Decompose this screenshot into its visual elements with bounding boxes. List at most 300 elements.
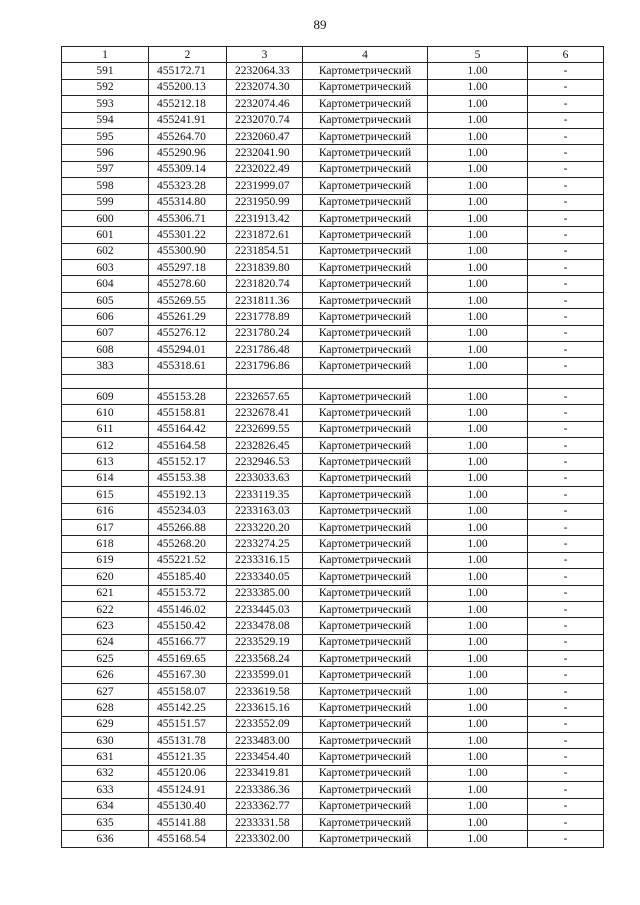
table-row xyxy=(62,128,604,144)
point-number-cell: 606 xyxy=(62,309,149,325)
point-number-cell: 620 xyxy=(62,569,149,585)
method-cell: Картометрический xyxy=(303,601,428,617)
accuracy-cell: 1.00 xyxy=(428,194,528,210)
x-coordinate-cell: 455141.88 xyxy=(149,814,227,830)
x-coordinate-cell: 455318.61 xyxy=(149,358,227,374)
table-row xyxy=(62,342,604,358)
y-coordinate-cell: 2233615.16 xyxy=(227,700,303,716)
page-number: 89 xyxy=(313,17,327,32)
point-number-cell: 625 xyxy=(62,651,149,667)
y-coordinate-cell: 2231950.99 xyxy=(227,194,303,210)
y-coordinate-cell: 2231872.61 xyxy=(227,227,303,243)
table-row xyxy=(62,765,604,781)
x-coordinate-cell: 455158.81 xyxy=(149,405,227,421)
note-cell: - xyxy=(528,194,604,210)
point-number-cell: 605 xyxy=(62,292,149,308)
table-row xyxy=(62,260,604,276)
note-cell: - xyxy=(528,618,604,634)
x-coordinate-cell: 455146.02 xyxy=(149,601,227,617)
x-coordinate-cell: 455200.13 xyxy=(149,79,227,95)
table-row xyxy=(62,749,604,765)
x-coordinate-cell: 455158.07 xyxy=(149,683,227,699)
accuracy-cell: 1.00 xyxy=(428,765,528,781)
x-coordinate-cell: 455153.28 xyxy=(149,388,227,404)
y-coordinate-cell: 2232699.55 xyxy=(227,421,303,437)
y-coordinate-cell: 2232070.74 xyxy=(227,112,303,128)
point-number-cell: 635 xyxy=(62,814,149,830)
y-coordinate-cell: 2232041.90 xyxy=(227,145,303,161)
y-coordinate-cell: 2233362.77 xyxy=(227,798,303,814)
point-number-cell: 592 xyxy=(62,79,149,95)
point-number-cell: 598 xyxy=(62,178,149,194)
table-row xyxy=(62,814,604,830)
accuracy-cell: 1.00 xyxy=(428,651,528,667)
y-coordinate-cell: 2231913.42 xyxy=(227,210,303,226)
accuracy-cell: 1.00 xyxy=(428,519,528,535)
method-cell: Картометрический xyxy=(303,96,428,112)
x-coordinate-cell: 455314.80 xyxy=(149,194,227,210)
point-number-cell: 616 xyxy=(62,503,149,519)
accuracy-cell: 1.00 xyxy=(428,831,528,847)
table-row xyxy=(62,210,604,226)
method-cell: Картометрический xyxy=(303,309,428,325)
y-coordinate-cell: 2233454.40 xyxy=(227,749,303,765)
point-number-cell: 618 xyxy=(62,536,149,552)
y-coordinate-cell: 2233619.58 xyxy=(227,683,303,699)
y-coordinate-cell: 2233340.05 xyxy=(227,569,303,585)
x-coordinate-cell: 455306.71 xyxy=(149,210,227,226)
method-cell: Картометрический xyxy=(303,292,428,308)
method-cell: Картометрический xyxy=(303,667,428,683)
x-coordinate-cell: 455124.91 xyxy=(149,782,227,798)
y-coordinate-cell: 2231778.89 xyxy=(227,309,303,325)
table-row xyxy=(62,503,604,519)
accuracy-cell: 1.00 xyxy=(428,683,528,699)
method-cell: Картометрический xyxy=(303,519,428,535)
y-coordinate-cell: 2231854.51 xyxy=(227,243,303,259)
accuracy-cell: 1.00 xyxy=(428,161,528,177)
table-row xyxy=(62,519,604,535)
table-row xyxy=(62,651,604,667)
point-number-cell: 614 xyxy=(62,470,149,486)
method-cell: Картометрический xyxy=(303,260,428,276)
coordinates-table-container xyxy=(61,46,603,848)
note-cell: - xyxy=(528,519,604,535)
y-coordinate-cell: 2233483.00 xyxy=(227,733,303,749)
point-number-cell: 622 xyxy=(62,601,149,617)
method-cell: Картометрический xyxy=(303,634,428,650)
method-cell: Картометрический xyxy=(303,536,428,552)
table-row xyxy=(62,178,604,194)
note-cell: - xyxy=(528,634,604,650)
accuracy-cell: 1.00 xyxy=(428,178,528,194)
accuracy-cell: 1.00 xyxy=(428,342,528,358)
table-row xyxy=(62,309,604,325)
note-cell: - xyxy=(528,683,604,699)
point-number-cell: 623 xyxy=(62,618,149,634)
empty-cell xyxy=(62,374,149,388)
note-cell: - xyxy=(528,243,604,259)
table-row xyxy=(62,831,604,847)
point-number-cell: 604 xyxy=(62,276,149,292)
point-number-cell: 613 xyxy=(62,454,149,470)
accuracy-cell: 1.00 xyxy=(428,276,528,292)
accuracy-cell: 1.00 xyxy=(428,128,528,144)
x-coordinate-cell: 455142.25 xyxy=(149,700,227,716)
note-cell: - xyxy=(528,798,604,814)
method-cell: Картометрический xyxy=(303,358,428,374)
point-number-cell: 631 xyxy=(62,749,149,765)
y-coordinate-cell: 2233119.35 xyxy=(227,487,303,503)
accuracy-cell: 1.00 xyxy=(428,536,528,552)
y-coordinate-cell: 2233385.00 xyxy=(227,585,303,601)
header-cell-1: 1 xyxy=(62,47,149,63)
point-number-cell: 617 xyxy=(62,519,149,535)
x-coordinate-cell: 455309.14 xyxy=(149,161,227,177)
header-cell-2: 2 xyxy=(149,47,227,63)
method-cell: Картометрический xyxy=(303,798,428,814)
x-coordinate-cell: 455261.29 xyxy=(149,309,227,325)
accuracy-cell: 1.00 xyxy=(428,814,528,830)
y-coordinate-cell: 2233033.63 xyxy=(227,470,303,486)
note-cell: - xyxy=(528,437,604,453)
x-coordinate-cell: 455169.65 xyxy=(149,651,227,667)
method-cell: Картометрический xyxy=(303,470,428,486)
x-coordinate-cell: 455153.38 xyxy=(149,470,227,486)
note-cell: - xyxy=(528,765,604,781)
table-row xyxy=(62,487,604,503)
table-row xyxy=(62,700,604,716)
x-coordinate-cell: 455278.60 xyxy=(149,276,227,292)
x-coordinate-cell: 455185.40 xyxy=(149,569,227,585)
accuracy-cell: 1.00 xyxy=(428,487,528,503)
point-number-cell: 600 xyxy=(62,210,149,226)
y-coordinate-cell: 2231796.86 xyxy=(227,358,303,374)
coordinates-table xyxy=(61,46,604,848)
point-number-cell: 630 xyxy=(62,733,149,749)
note-cell: - xyxy=(528,552,604,568)
x-coordinate-cell: 455130.40 xyxy=(149,798,227,814)
method-cell: Картометрический xyxy=(303,178,428,194)
accuracy-cell: 1.00 xyxy=(428,79,528,95)
x-coordinate-cell: 455276.12 xyxy=(149,325,227,341)
table-row xyxy=(62,161,604,177)
y-coordinate-cell: 2233529.19 xyxy=(227,634,303,650)
note-cell: - xyxy=(528,79,604,95)
method-cell: Картометрический xyxy=(303,733,428,749)
table-row xyxy=(62,358,604,374)
x-coordinate-cell: 455301.22 xyxy=(149,227,227,243)
method-cell: Картометрический xyxy=(303,454,428,470)
accuracy-cell: 1.00 xyxy=(428,716,528,732)
table-row xyxy=(62,243,604,259)
note-cell: - xyxy=(528,421,604,437)
method-cell: Картометрический xyxy=(303,585,428,601)
method-cell: Картометрический xyxy=(303,325,428,341)
table-row xyxy=(62,798,604,814)
y-coordinate-cell: 2233163.03 xyxy=(227,503,303,519)
y-coordinate-cell: 2232946.53 xyxy=(227,454,303,470)
note-cell: - xyxy=(528,749,604,765)
x-coordinate-cell: 455269.55 xyxy=(149,292,227,308)
table-header-row xyxy=(62,47,604,63)
point-number-cell: 595 xyxy=(62,128,149,144)
point-number-cell: 632 xyxy=(62,765,149,781)
empty-cell xyxy=(428,374,528,388)
accuracy-cell: 1.00 xyxy=(428,405,528,421)
x-coordinate-cell: 455221.52 xyxy=(149,552,227,568)
point-number-cell: 383 xyxy=(62,358,149,374)
empty-cell xyxy=(227,374,303,388)
y-coordinate-cell: 2233599.01 xyxy=(227,667,303,683)
accuracy-cell: 1.00 xyxy=(428,782,528,798)
y-coordinate-cell: 2232074.30 xyxy=(227,79,303,95)
accuracy-cell: 1.00 xyxy=(428,210,528,226)
note-cell: - xyxy=(528,276,604,292)
accuracy-cell: 1.00 xyxy=(428,309,528,325)
accuracy-cell: 1.00 xyxy=(428,260,528,276)
table-row xyxy=(62,716,604,732)
method-cell: Картометрический xyxy=(303,63,428,79)
point-number-cell: 601 xyxy=(62,227,149,243)
note-cell: - xyxy=(528,309,604,325)
note-cell: - xyxy=(528,487,604,503)
point-number-cell: 615 xyxy=(62,487,149,503)
note-cell: - xyxy=(528,831,604,847)
accuracy-cell: 1.00 xyxy=(428,569,528,585)
table-row xyxy=(62,634,604,650)
table-row xyxy=(62,96,604,112)
method-cell: Картометрический xyxy=(303,342,428,358)
y-coordinate-cell: 2232060.47 xyxy=(227,128,303,144)
x-coordinate-cell: 455121.35 xyxy=(149,749,227,765)
accuracy-cell: 1.00 xyxy=(428,552,528,568)
point-number-cell: 608 xyxy=(62,342,149,358)
note-cell: - xyxy=(528,161,604,177)
x-coordinate-cell: 455150.42 xyxy=(149,618,227,634)
table-row xyxy=(62,552,604,568)
note-cell: - xyxy=(528,128,604,144)
table-row xyxy=(62,227,604,243)
note-cell: - xyxy=(528,667,604,683)
note-cell: - xyxy=(528,63,604,79)
table-row xyxy=(62,536,604,552)
note-cell: - xyxy=(528,536,604,552)
table-row xyxy=(62,405,604,421)
accuracy-cell: 1.00 xyxy=(428,325,528,341)
note-cell: - xyxy=(528,210,604,226)
method-cell: Картометрический xyxy=(303,437,428,453)
accuracy-cell: 1.00 xyxy=(428,601,528,617)
method-cell: Картометрический xyxy=(303,683,428,699)
accuracy-cell: 1.00 xyxy=(428,96,528,112)
x-coordinate-cell: 455268.20 xyxy=(149,536,227,552)
y-coordinate-cell: 2231811.36 xyxy=(227,292,303,308)
method-cell: Картометрический xyxy=(303,112,428,128)
accuracy-cell: 1.00 xyxy=(428,798,528,814)
table-row xyxy=(62,112,604,128)
table-row xyxy=(62,454,604,470)
table-row xyxy=(62,145,604,161)
method-cell: Картометрический xyxy=(303,700,428,716)
point-number-cell: 591 xyxy=(62,63,149,79)
note-cell: - xyxy=(528,814,604,830)
method-cell: Картометрический xyxy=(303,210,428,226)
note-cell: - xyxy=(528,178,604,194)
note-cell: - xyxy=(528,716,604,732)
x-coordinate-cell: 455234.03 xyxy=(149,503,227,519)
y-coordinate-cell: 2231786.48 xyxy=(227,342,303,358)
table-row xyxy=(62,437,604,453)
note-cell: - xyxy=(528,292,604,308)
y-coordinate-cell: 2233220.20 xyxy=(227,519,303,535)
header-cell-3: 3 xyxy=(227,47,303,63)
point-number-cell: 594 xyxy=(62,112,149,128)
note-cell: - xyxy=(528,342,604,358)
note-cell: - xyxy=(528,405,604,421)
table-row xyxy=(62,618,604,634)
note-cell: - xyxy=(528,145,604,161)
point-number-cell: 629 xyxy=(62,716,149,732)
point-number-cell: 619 xyxy=(62,552,149,568)
table-row xyxy=(62,276,604,292)
x-coordinate-cell: 455172.71 xyxy=(149,63,227,79)
empty-cell xyxy=(149,374,227,388)
y-coordinate-cell: 2232826.45 xyxy=(227,437,303,453)
table-row xyxy=(62,292,604,308)
y-coordinate-cell: 2232022.49 xyxy=(227,161,303,177)
y-coordinate-cell: 2231999.07 xyxy=(227,178,303,194)
point-number-cell: 634 xyxy=(62,798,149,814)
y-coordinate-cell: 2231780.24 xyxy=(227,325,303,341)
note-cell: - xyxy=(528,388,604,404)
method-cell: Картометрический xyxy=(303,161,428,177)
table-row xyxy=(62,63,604,79)
note-cell: - xyxy=(528,227,604,243)
point-number-cell: 597 xyxy=(62,161,149,177)
accuracy-cell: 1.00 xyxy=(428,454,528,470)
table-row xyxy=(62,388,604,404)
y-coordinate-cell: 2232657.65 xyxy=(227,388,303,404)
note-cell: - xyxy=(528,325,604,341)
accuracy-cell: 1.00 xyxy=(428,437,528,453)
y-coordinate-cell: 2233568.24 xyxy=(227,651,303,667)
table-row xyxy=(62,782,604,798)
accuracy-cell: 1.00 xyxy=(428,292,528,308)
note-cell: - xyxy=(528,112,604,128)
x-coordinate-cell: 455290.96 xyxy=(149,145,227,161)
point-number-cell: 627 xyxy=(62,683,149,699)
note-cell: - xyxy=(528,358,604,374)
point-number-cell: 596 xyxy=(62,145,149,161)
method-cell: Картометрический xyxy=(303,405,428,421)
empty-cell xyxy=(528,374,604,388)
method-cell: Картометрический xyxy=(303,276,428,292)
method-cell: Картометрический xyxy=(303,227,428,243)
table-row xyxy=(62,421,604,437)
x-coordinate-cell: 455266.88 xyxy=(149,519,227,535)
note-cell: - xyxy=(528,782,604,798)
point-number-cell: 611 xyxy=(62,421,149,437)
x-coordinate-cell: 455168.54 xyxy=(149,831,227,847)
y-coordinate-cell: 2233274.25 xyxy=(227,536,303,552)
note-cell: - xyxy=(528,569,604,585)
point-number-cell: 602 xyxy=(62,243,149,259)
x-coordinate-cell: 455241.91 xyxy=(149,112,227,128)
method-cell: Картометрический xyxy=(303,782,428,798)
accuracy-cell: 1.00 xyxy=(428,145,528,161)
y-coordinate-cell: 2231820.74 xyxy=(227,276,303,292)
note-cell: - xyxy=(528,260,604,276)
accuracy-cell: 1.00 xyxy=(428,585,528,601)
y-coordinate-cell: 2232074.46 xyxy=(227,96,303,112)
x-coordinate-cell: 455297.18 xyxy=(149,260,227,276)
note-cell: - xyxy=(528,700,604,716)
note-cell: - xyxy=(528,601,604,617)
x-coordinate-cell: 455212.18 xyxy=(149,96,227,112)
note-cell: - xyxy=(528,733,604,749)
x-coordinate-cell: 455120.06 xyxy=(149,765,227,781)
accuracy-cell: 1.00 xyxy=(428,503,528,519)
y-coordinate-cell: 2233331.58 xyxy=(227,814,303,830)
note-cell: - xyxy=(528,454,604,470)
y-coordinate-cell: 2233419.81 xyxy=(227,765,303,781)
x-coordinate-cell: 455323.28 xyxy=(149,178,227,194)
accuracy-cell: 1.00 xyxy=(428,470,528,486)
method-cell: Картометрический xyxy=(303,831,428,847)
y-coordinate-cell: 2233478.08 xyxy=(227,618,303,634)
method-cell: Картометрический xyxy=(303,487,428,503)
point-number-cell: 621 xyxy=(62,585,149,601)
point-number-cell: 607 xyxy=(62,325,149,341)
group-separator-row xyxy=(62,374,604,388)
y-coordinate-cell: 2233445.03 xyxy=(227,601,303,617)
accuracy-cell: 1.00 xyxy=(428,63,528,79)
accuracy-cell: 1.00 xyxy=(428,667,528,683)
point-number-cell: 610 xyxy=(62,405,149,421)
x-coordinate-cell: 455300.90 xyxy=(149,243,227,259)
note-cell: - xyxy=(528,470,604,486)
point-number-cell: 633 xyxy=(62,782,149,798)
method-cell: Картометрический xyxy=(303,503,428,519)
method-cell: Картометрический xyxy=(303,194,428,210)
y-coordinate-cell: 2232678.41 xyxy=(227,405,303,421)
accuracy-cell: 1.00 xyxy=(428,733,528,749)
table-row xyxy=(62,569,604,585)
point-number-cell: 609 xyxy=(62,388,149,404)
accuracy-cell: 1.00 xyxy=(428,358,528,374)
empty-cell xyxy=(303,374,428,388)
x-coordinate-cell: 455131.78 xyxy=(149,733,227,749)
table-row xyxy=(62,683,604,699)
y-coordinate-cell: 2233386.36 xyxy=(227,782,303,798)
point-number-cell: 612 xyxy=(62,437,149,453)
x-coordinate-cell: 455153.72 xyxy=(149,585,227,601)
x-coordinate-cell: 455164.42 xyxy=(149,421,227,437)
y-coordinate-cell: 2233552.09 xyxy=(227,716,303,732)
method-cell: Картометрический xyxy=(303,388,428,404)
accuracy-cell: 1.00 xyxy=(428,421,528,437)
method-cell: Картометрический xyxy=(303,79,428,95)
method-cell: Картометрический xyxy=(303,814,428,830)
note-cell: - xyxy=(528,585,604,601)
accuracy-cell: 1.00 xyxy=(428,388,528,404)
method-cell: Картометрический xyxy=(303,716,428,732)
x-coordinate-cell: 455164.58 xyxy=(149,437,227,453)
table-row xyxy=(62,601,604,617)
method-cell: Картометрический xyxy=(303,243,428,259)
point-number-cell: 626 xyxy=(62,667,149,683)
